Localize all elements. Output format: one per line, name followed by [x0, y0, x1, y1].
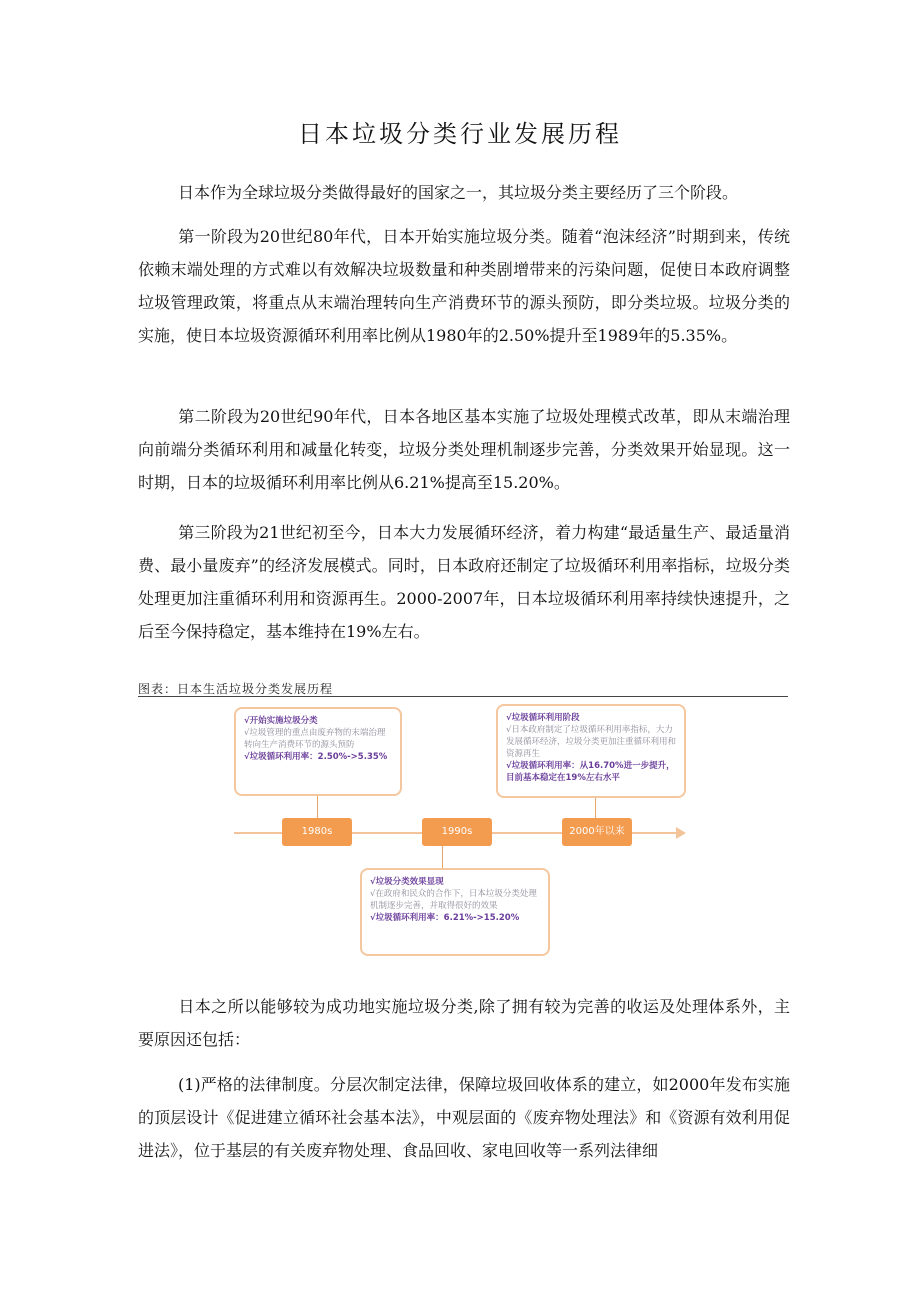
box-rate: √垃圾循环利用率：6.21%->15.20% [370, 913, 520, 923]
paragraph-stage-2: 第二阶段为20世纪90年代，日本各地区基本实施了垃圾处理模式改革，即从末端治理向前端分类循环利用和减量化转变，垃圾分类处理机制逐步完善，分类效果开始显现。这一时期，日本的垃圾循环利用率比例从6.21%提高至15.20%。 [138, 407, 790, 492]
box-heading: √垃圾循环利用阶段 [506, 713, 580, 723]
paragraph-reasons: 日本之所以能够较为成功地实施垃圾分类,除了拥有较为完善的收运及处理体系外，主要原因还包括： [138, 997, 790, 1049]
stage-box-1990s [360, 868, 550, 956]
figure-caption: 图表：日本生活垃圾分类发展历程 [138, 682, 334, 696]
paragraph-intro: 日本作为全球垃圾分类做得最好的国家之一，其垃圾分类主要经历了三个阶段。 [178, 183, 739, 202]
caption-divider [138, 696, 788, 697]
box-heading: √垃圾分类效果显现 [370, 877, 444, 887]
box-rate: √垃圾循环利用率：2.50%->5.35% [244, 752, 388, 762]
connector-1980s [317, 796, 318, 818]
box-rate: √垃圾循环利用率：从16.70%进一步提升，目前基本稳定在19%左右水平 [506, 761, 675, 783]
page-title: 日本垃圾分类行业发展历程 [298, 120, 622, 148]
box-text: √日本政府制定了垃圾循环利用率指标，大力发展循环经济，垃圾分类更加注重循环利用和资源再生 [506, 725, 677, 759]
paragraph-stage-3: 第三阶段为21世纪初至今，日本大力发展循环经济，着力构建“最适量生产、最适量消费、最小量废弃”的经济发展模式。同时，日本政府还制定了垃圾循环利用率指标，垃圾分类处理更加注重循环利用和资源再生。2000-2007年，日本垃圾循环利用率持续快速提升，之后至今保持稳定，基本维持在19%左右。 [138, 523, 790, 641]
timeline-node-2000s: 2000年以来 [562, 818, 632, 846]
box-text: √在政府和民众的合作下，日本垃圾分类处理机制逐步完善，并取得很好的效果 [370, 889, 537, 911]
paragraph-stage-1: 第一阶段为20世纪80年代，日本开始实施垃圾分类。随着“泡沫经济”时期到来，传统依赖末端处理的方式难以有效解决垃圾数量和种类剧增带来的污染问题，促使日本政府调整垃圾管理政策，将重点从末端治理转向生产消费环节的源头预防，即分类垃圾。垃圾分类的实施，使日本垃圾资源循环利用率比例从1980年的2.50%提升至1989年的5.35%。 [138, 227, 790, 345]
box-heading: √开始实施垃圾分类 [244, 716, 318, 726]
paragraph-law: (1)严格的法律制度。分层次制定法律，保障垃圾回收体系的建立，如2000年发布实施的顶层设计《促进建立循环社会基本法》，中观层面的《废弃物处理法》和《资源有效利用促进法》，位于基层的有关废弃物处理、食品回收、家电回收等一系列法律细 [138, 1075, 790, 1160]
stage-box-1980s [234, 707, 402, 796]
timeline-node-1990s: 1990s [422, 818, 492, 846]
stage-box-2000s [496, 704, 686, 798]
timeline-arrow-icon [676, 827, 686, 839]
connector-1990s [442, 846, 443, 868]
box-text: √垃圾管理的重点由废弃物的末端治理转向生产消费环节的源头预防 [244, 728, 386, 750]
timeline-diagram [230, 700, 690, 965]
connector-2000s [595, 798, 596, 818]
timeline-node-1980s: 1980s [282, 818, 352, 846]
